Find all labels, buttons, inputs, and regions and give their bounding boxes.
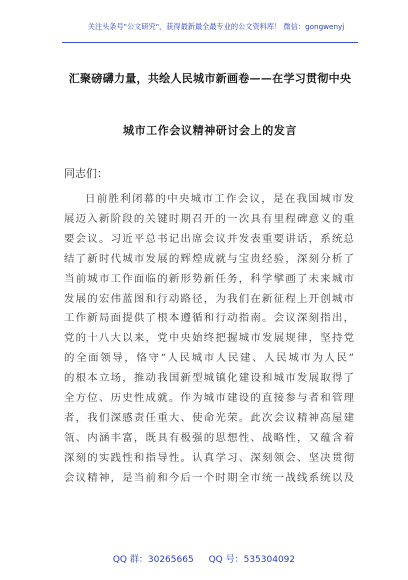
body-line: 的根本立场，推动我国新型城镇化建设和城市发展取得了 [64, 372, 354, 385]
body-line: 会议精神，是当前和今后一个时期全市统一战线系统以及 [64, 471, 354, 484]
body-line: 的全面领导，恪守“人民城市人民建、人民城市为人民” [64, 352, 354, 365]
body-line: 瓴、内涵丰富，既具有极强的思想性、战略性，又蕴含着 [64, 431, 354, 444]
salutation: 同志们： [64, 167, 108, 180]
footer-qq-number: QQ 号：535304092 [208, 555, 296, 565]
header-banner: 关注头条号"公文研究"，获得最新最全最专业的公文资料库！ 微信：gongwenyj [87, 22, 345, 31]
body-paragraph [64, 190, 354, 489]
body-line: 要会议。习近平总书记出席会议并发表重要讲话，系统总 [64, 232, 354, 245]
body-line: 全方位、历史性成就。作为城市建设的直接参与者和管理 [64, 392, 354, 405]
footer-qq-group: QQ 群：30265665 [112, 555, 194, 565]
body-line: 日前胜利闭幕的中央城市工作会议，是在我国城市发 [85, 193, 354, 205]
body-line: 发展的宏伟蓝图和行动路径，为我们在新征程上开创城市 [64, 292, 354, 305]
header-divider [62, 42, 358, 43]
body-line: 结了新时代城市发展的辉煌成就与宝贵经验，深刻分析了 [64, 252, 354, 265]
body-line: 者，我们深感责任重大、使命光荣。此次会议精神高屋建 [64, 411, 354, 424]
body-line: 工作新局面提供了根本遵循和行动指南。会议深刻指出， [64, 312, 354, 325]
body-line: 深刻的实践性和指导性。认真学习、深刻领会、坚决贯彻 [64, 451, 354, 464]
body-line: 当前城市工作面临的新形势新任务，科学擘画了未来城市 [64, 272, 354, 285]
document-title-line-2: 城市工作会议精神研讨会上的发言 [123, 124, 297, 137]
body-line: 展迈入新阶段的关键时期召开的一次具有里程碑意义的重 [64, 212, 354, 225]
document-title-line-1: 汇聚磅礴力量，共绘人民城市新画卷——在学习贯彻中央 [68, 72, 352, 85]
body-line: 党的十八大以来，党中央始终把握城市发展规律，坚持党 [64, 332, 354, 345]
footer-contact [0, 552, 408, 565]
